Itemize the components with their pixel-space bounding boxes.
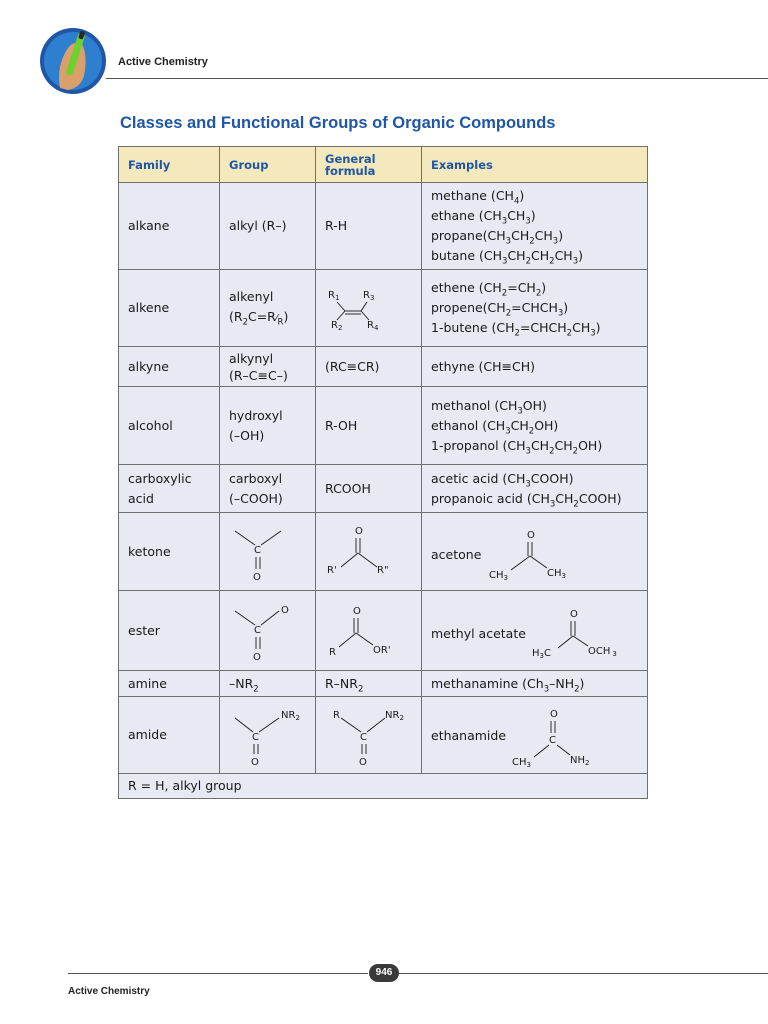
formula-cell xyxy=(316,591,422,671)
group-cell xyxy=(220,591,316,671)
table-row xyxy=(119,387,648,465)
example-methyl-acetate: methyl acetate xyxy=(431,626,526,641)
alkene-r1-label: $R_1$ xyxy=(328,290,340,302)
formula-cell: RCOOH xyxy=(316,465,422,513)
ketone-formula-right: R" xyxy=(377,564,389,576)
amide-formula-r: R xyxy=(333,710,340,721)
examples-cell xyxy=(422,183,648,270)
methyl-acetate-oxygen: O xyxy=(569,609,578,620)
examples-cell xyxy=(422,697,648,774)
page-title: Classes and Functional Groups of Organic Compounds xyxy=(120,114,556,132)
example-propene: $propene(CH_2=CHCH_3)$ xyxy=(431,300,569,319)
example-acetic-acid: acetic acid $(CH_3COOH)$ xyxy=(431,470,574,489)
example-methanamine: methanamine $(Ch_3-NH_2)$ xyxy=(431,675,585,694)
example-ethanol: ethanol $(CH_3CH_2OH)$ xyxy=(431,417,559,436)
amide-group-structure xyxy=(229,704,315,766)
example-ethane: ethane $(CH_3CH_3)$ xyxy=(431,208,536,227)
group-cell: $-NR_2$ xyxy=(220,671,316,697)
formula-cell xyxy=(316,697,422,774)
formula-cell xyxy=(316,513,422,591)
ester-formula-structure xyxy=(325,599,411,663)
table-row xyxy=(119,671,648,697)
examples-cell xyxy=(422,671,648,697)
column-header-family: Family xyxy=(119,147,220,183)
ester-formula-oxygen: O xyxy=(353,605,361,617)
alkene-structure xyxy=(325,282,411,334)
header-rule xyxy=(106,78,768,79)
acetone-right-methyl: $CH_3$ xyxy=(547,568,567,580)
ester-carbonyl-oxygen: O xyxy=(253,651,261,663)
ketone-group-structure xyxy=(229,521,299,583)
family-cell: carboxylic acid xyxy=(119,465,220,513)
ethanamide-carbon: C xyxy=(549,735,556,746)
footer-rule-left xyxy=(68,973,368,974)
examples-cell xyxy=(422,513,648,591)
column-header-general-formula xyxy=(316,147,422,183)
table-row xyxy=(119,270,648,347)
family-cell: alcohol xyxy=(119,387,220,465)
example-ethene: ethene $(CH_2=CH_2)$ xyxy=(431,280,547,299)
table-row xyxy=(119,347,648,387)
table-row xyxy=(119,465,648,513)
amide-group-oxygen: O xyxy=(251,757,259,766)
ester-carbon-label: C xyxy=(254,624,261,636)
example-ethyne: ethyne (CH≡CH) xyxy=(431,358,535,374)
ester-formula-left: R xyxy=(329,646,336,658)
family-cell: ester xyxy=(119,591,220,671)
amide-formula-nitrogen: $NR_2$ xyxy=(385,710,404,722)
formula-cell: R-OH xyxy=(316,387,422,465)
family-cell: amine xyxy=(119,671,220,697)
ketone-formula-left: R' xyxy=(327,564,337,576)
family-cell: ketone xyxy=(119,513,220,591)
amide-group-nitrogen: $NR_2$ xyxy=(281,710,300,722)
family-cell: alkyne xyxy=(119,347,220,387)
ketone-formula-oxygen: O xyxy=(355,525,363,537)
column-header-group: Group xyxy=(220,147,316,183)
ester-ether-oxygen: O xyxy=(281,604,289,616)
example-methane: methane $(CH_4)$ xyxy=(431,188,525,207)
page-number-badge: 946 xyxy=(369,964,399,982)
group-cell: alkynyl (R–C≡C–) xyxy=(220,347,316,387)
example-ethanamide: ethanamide xyxy=(431,728,507,743)
footer-title: Active Chemistry xyxy=(68,986,150,997)
amide-group-carbon: C xyxy=(252,732,259,743)
examples-cell xyxy=(422,270,648,347)
acetone-oxygen: O xyxy=(527,530,536,541)
formula-cell: R-H xyxy=(316,183,422,270)
table-row xyxy=(119,183,648,270)
table-row xyxy=(119,697,648,774)
table-note-row xyxy=(119,774,648,799)
functional-groups-table xyxy=(118,146,648,799)
amide-formula-carbon: C xyxy=(360,732,367,743)
ketone-formula-structure xyxy=(325,521,411,583)
ketone-carbon-label: C xyxy=(254,544,261,556)
group-cell: carboxyl (–COOH) xyxy=(220,465,316,513)
example-butane: butane $(CH_3CH_2CH_2CH_3)$ xyxy=(431,248,584,267)
acetone-structure xyxy=(485,526,585,588)
methyl-acetate-left-methyl: $H_3C$ xyxy=(531,648,551,660)
ethanamide-methyl: $CH_3$ xyxy=(512,757,531,769)
footer-rule-right xyxy=(398,973,768,974)
alkene-r3-label: $R_3$ xyxy=(363,290,375,302)
header-title: Active Chemistry xyxy=(118,56,208,68)
alkene-r2-label: $R_2$ xyxy=(331,320,343,332)
column-header-examples: Examples xyxy=(422,147,648,183)
methyl-acetate-structure xyxy=(530,604,634,668)
amide-formula-oxygen: O xyxy=(359,757,367,766)
examples-cell xyxy=(422,465,648,513)
alkene-r4-label: $R_4$ xyxy=(367,320,379,332)
group-cell: alkenyl $(R_2C=R⁄_R)$ xyxy=(220,270,316,347)
example-1-butene: 1-butene $(CH_2=CHCH_2CH_3)$ xyxy=(431,320,601,339)
amide-formula-structure xyxy=(325,704,413,766)
examples-cell xyxy=(422,387,648,465)
methyl-acetate-ester-oxygen: OCH $_3$ xyxy=(587,646,617,658)
example-propanoic-acid: propanoic acid $(CH_3CH_2COOH)$ xyxy=(431,490,622,509)
examples-cell xyxy=(422,347,648,387)
family-cell: alkene xyxy=(119,270,220,347)
ketone-oxygen-label: O xyxy=(253,571,261,583)
book-logo-icon xyxy=(38,26,108,96)
general-formula-header-text: General formula xyxy=(325,151,376,178)
table-row xyxy=(119,513,648,591)
table-header-row xyxy=(119,147,648,183)
formula-cell xyxy=(316,270,422,347)
family-cell: alkane xyxy=(119,183,220,270)
example-1-propanol: 1-propanol $(CH_3CH_2CH_2OH)$ xyxy=(431,437,603,456)
formula-cell: (RC≡CR) xyxy=(316,347,422,387)
example-acetone: acetone xyxy=(431,547,482,562)
group-cell: hydroxyl (–OH) xyxy=(220,387,316,465)
ethanamide-oxygen: O xyxy=(550,709,558,720)
formula-cell: $R-NR_2$ xyxy=(316,671,422,697)
ethanamide-amino: $NH_2$ xyxy=(570,755,590,767)
ethanamide-structure xyxy=(510,705,614,771)
ester-formula-right: OR' xyxy=(373,644,391,656)
acetone-left-methyl: $CH_3$ xyxy=(489,570,509,582)
table-row xyxy=(119,591,648,671)
example-methanol: methanol $(CH_3OH)$ xyxy=(431,397,547,416)
examples-cell xyxy=(422,591,648,671)
group-cell xyxy=(220,697,316,774)
example-propane: $propane(CH_3CH_2CH_3)$ xyxy=(431,228,564,247)
group-cell: alkyl (R–) xyxy=(220,183,316,270)
group-cell xyxy=(220,513,316,591)
ester-group-structure xyxy=(229,599,299,663)
table-note: R = H, alkyl group xyxy=(119,774,648,799)
family-cell: amide xyxy=(119,697,220,774)
